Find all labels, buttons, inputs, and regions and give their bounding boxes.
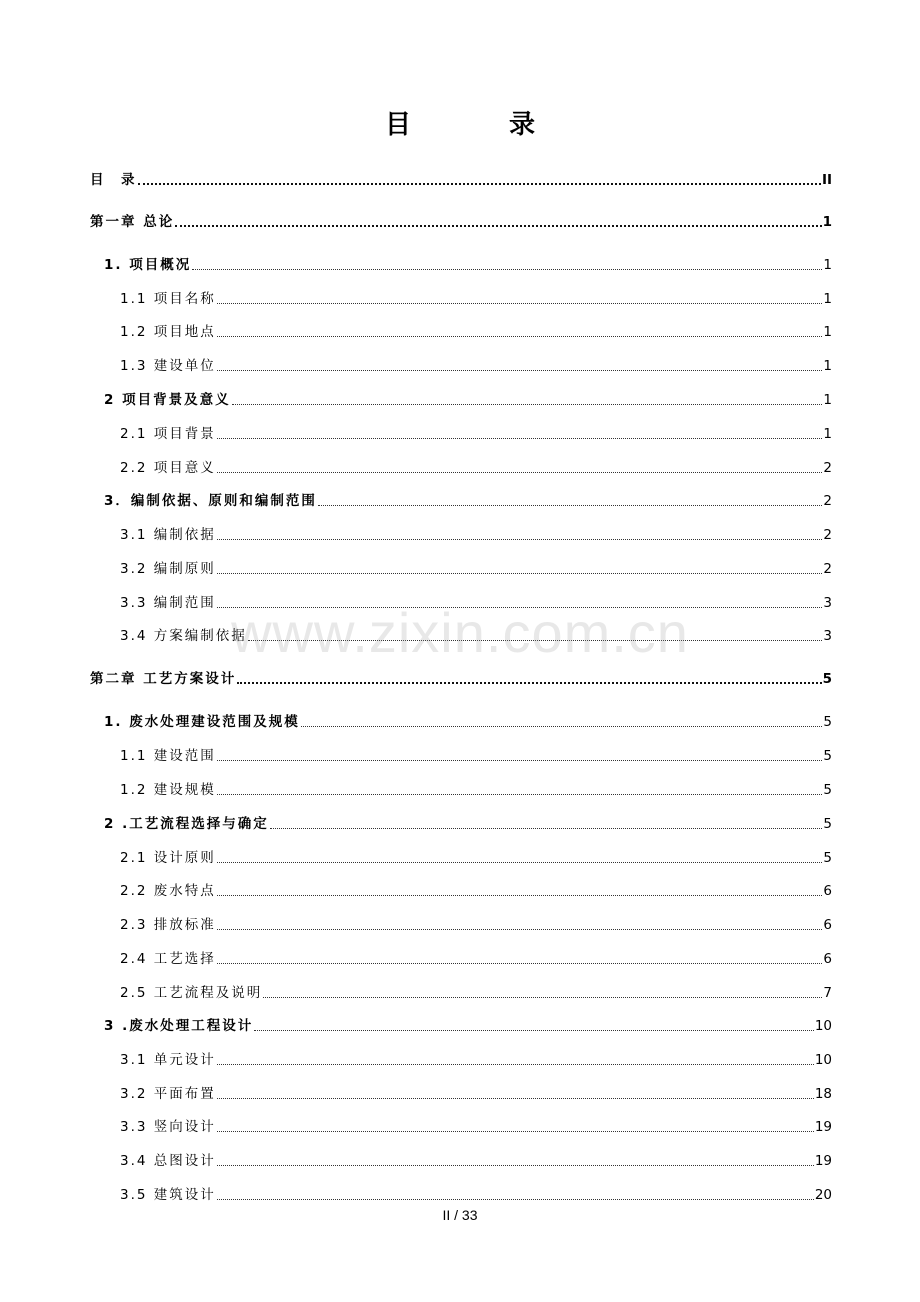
toc-entry-label: 3.1 单元设计 — [120, 1052, 216, 1068]
toc-dot-leader — [217, 760, 823, 761]
toc-entry-page: 19 — [814, 1153, 832, 1169]
toc-entry[interactable] — [120, 777, 832, 799]
toc-entry-page: 2 — [823, 493, 832, 509]
toc-entry-label: 3 .废水处理工程设计 — [104, 1018, 254, 1034]
toc-dot-leader — [217, 303, 823, 304]
toc-entry-page: 5 — [823, 816, 832, 832]
toc-entry[interactable] — [104, 1013, 832, 1035]
toc-entry-label: 第一章 总论 — [90, 214, 175, 230]
toc-entry-label: 1. 废水处理建设范围及规模 — [104, 714, 300, 730]
toc-entry-label: 2.1 设计原则 — [120, 850, 216, 866]
toc-entry[interactable] — [104, 488, 832, 510]
toc-entry-label: 3.3 竖向设计 — [120, 1119, 216, 1135]
toc-dot-leader — [217, 895, 823, 896]
toc-entry-label: 3.1 编制依据 — [120, 527, 216, 543]
toc-entry[interactable] — [120, 353, 832, 375]
toc-dot-leader — [217, 1199, 814, 1200]
toc-entry[interactable] — [120, 286, 832, 308]
toc-entry-label: 2.2 项目意义 — [120, 460, 216, 476]
toc-dot-leader — [232, 404, 823, 405]
toc-dot-leader — [175, 225, 821, 227]
toc-entry-label: 目 录 — [90, 172, 137, 188]
toc-entry-page: 10 — [814, 1018, 832, 1034]
toc-entry-page: 1 — [823, 426, 832, 442]
toc-dot-leader — [217, 1098, 814, 1099]
toc-entry-label: 1.1 建设范围 — [120, 748, 216, 764]
toc-entry[interactable] — [120, 590, 832, 612]
toc-entry-label: 3.4 方案编制依据 — [120, 628, 247, 644]
toc-entry[interactable] — [120, 845, 832, 867]
toc-entry-page: 1 — [823, 291, 832, 307]
toc-dot-leader — [217, 1165, 814, 1166]
toc-entry-label: 2.5 工艺流程及说明 — [120, 985, 263, 1001]
toc-entry[interactable] — [104, 811, 832, 833]
toc-entry-page: 1 — [823, 324, 832, 340]
toc-entry-page: 3 — [823, 595, 832, 611]
toc-entry-page: 1 — [823, 392, 832, 408]
toc-entry-page: 20 — [814, 1187, 832, 1203]
toc-entry[interactable] — [120, 743, 832, 765]
page-title: 目 录 — [384, 110, 571, 140]
toc-entry-label: 1.2 项目地点 — [120, 324, 216, 340]
toc-entry[interactable] — [120, 319, 832, 341]
toc-entry-page: 19 — [814, 1119, 832, 1135]
toc-entry-label: 3.5 建筑设计 — [120, 1187, 216, 1203]
toc-entry[interactable] — [120, 1182, 832, 1204]
toc-entry[interactable] — [90, 167, 832, 189]
toc-entry[interactable] — [104, 252, 832, 274]
toc-dot-leader — [237, 682, 821, 684]
toc-entry-page: 10 — [814, 1052, 832, 1068]
toc-entry-page: 1 — [823, 257, 832, 273]
toc-entry-label: 1.2 建设规模 — [120, 782, 216, 798]
toc-entry-label: 2 项目背景及意义 — [104, 392, 231, 408]
toc-entry-page: II — [821, 172, 832, 188]
toc-dot-leader — [217, 573, 823, 574]
toc-entry-label: 3.2 编制原则 — [120, 561, 216, 577]
toc-entry-page: 18 — [814, 1086, 832, 1102]
toc-entry-label: 2.2 废水特点 — [120, 883, 216, 899]
toc-dot-leader — [217, 438, 823, 439]
toc-entry-page: 6 — [823, 883, 832, 899]
toc-dot-leader — [217, 336, 823, 337]
toc-entry-page: 3 — [823, 628, 832, 644]
toc-entry-label: 3.3 编制范围 — [120, 595, 216, 611]
toc-dot-leader — [270, 828, 823, 829]
toc-entry-label: 1.1 项目名称 — [120, 291, 216, 307]
toc-dot-leader — [248, 640, 823, 641]
toc-entry-page: 1 — [822, 214, 832, 230]
toc-dot-leader — [192, 269, 822, 270]
toc-entry-page: 7 — [823, 985, 832, 1001]
toc-entry-label: 2.3 排放标准 — [120, 917, 216, 933]
toc-dot-leader — [217, 539, 823, 540]
toc-entry-label: 2.4 工艺选择 — [120, 951, 216, 967]
toc-entry-page: 2 — [823, 460, 832, 476]
toc-dot-leader — [217, 1131, 814, 1132]
toc-dot-leader — [217, 370, 823, 371]
toc-dot-leader — [318, 505, 823, 506]
toc-entry-label: 1.3 建设单位 — [120, 358, 216, 374]
toc-entry[interactable] — [104, 709, 832, 731]
toc-entry[interactable] — [120, 1114, 832, 1136]
toc-entry-page: 6 — [823, 951, 832, 967]
toc-entry-label: 1. 项目概况 — [104, 257, 192, 273]
toc-dot-leader — [217, 929, 823, 930]
toc-entry[interactable] — [90, 209, 832, 231]
toc-entry-label: 3.2 平面布置 — [120, 1086, 216, 1102]
toc-entry[interactable] — [120, 421, 832, 443]
toc-entry[interactable] — [120, 878, 832, 900]
toc-dot-leader — [254, 1030, 814, 1031]
toc-entry[interactable] — [120, 522, 832, 544]
toc-entry-page: 2 — [823, 527, 832, 543]
toc-entry-page: 6 — [823, 917, 832, 933]
toc-dot-leader — [217, 794, 823, 795]
toc-dot-leader — [217, 862, 823, 863]
toc-dot-leader — [217, 607, 823, 608]
toc-entry-page: 5 — [823, 782, 832, 798]
toc-dot-leader — [217, 472, 823, 473]
toc-entry-page: 2 — [823, 561, 832, 577]
page-footer: II / 33 — [442, 1207, 478, 1223]
toc-dot-leader — [217, 963, 823, 964]
toc-dot-leader — [263, 997, 822, 998]
toc-entry[interactable] — [120, 455, 832, 477]
toc-entry-page: 5 — [822, 671, 832, 687]
toc-dot-leader — [301, 726, 823, 727]
watermark: www.zixin.com.cn — [231, 601, 689, 664]
toc-entry-page: 1 — [823, 358, 832, 374]
toc-entry-page: 5 — [823, 714, 832, 730]
toc-entry[interactable] — [104, 387, 832, 409]
toc-entry[interactable] — [120, 1047, 832, 1069]
toc-dot-leader — [138, 183, 821, 185]
toc-entry[interactable] — [120, 623, 832, 645]
toc-dot-leader — [217, 1064, 814, 1065]
toc-entry[interactable] — [120, 1148, 832, 1170]
toc-entry[interactable] — [120, 1081, 832, 1103]
toc-entry-label: 3．编制依据、原则和编制范围 — [104, 493, 317, 509]
toc-entry[interactable] — [90, 666, 832, 688]
toc-entry[interactable] — [120, 912, 832, 934]
toc-entry[interactable] — [120, 946, 832, 968]
toc-entry-page: 5 — [823, 748, 832, 764]
toc-entry-label: 3.4 总图设计 — [120, 1153, 216, 1169]
toc-entry[interactable] — [120, 556, 832, 578]
toc-entry-label: 2 .工艺流程选择与确定 — [104, 816, 269, 832]
toc-entry-label: 第二章 工艺方案设计 — [90, 671, 237, 687]
toc-entry-label: 2.1 项目背景 — [120, 426, 216, 442]
toc-entry-page: 5 — [823, 850, 832, 866]
toc-entry[interactable] — [120, 980, 832, 1002]
